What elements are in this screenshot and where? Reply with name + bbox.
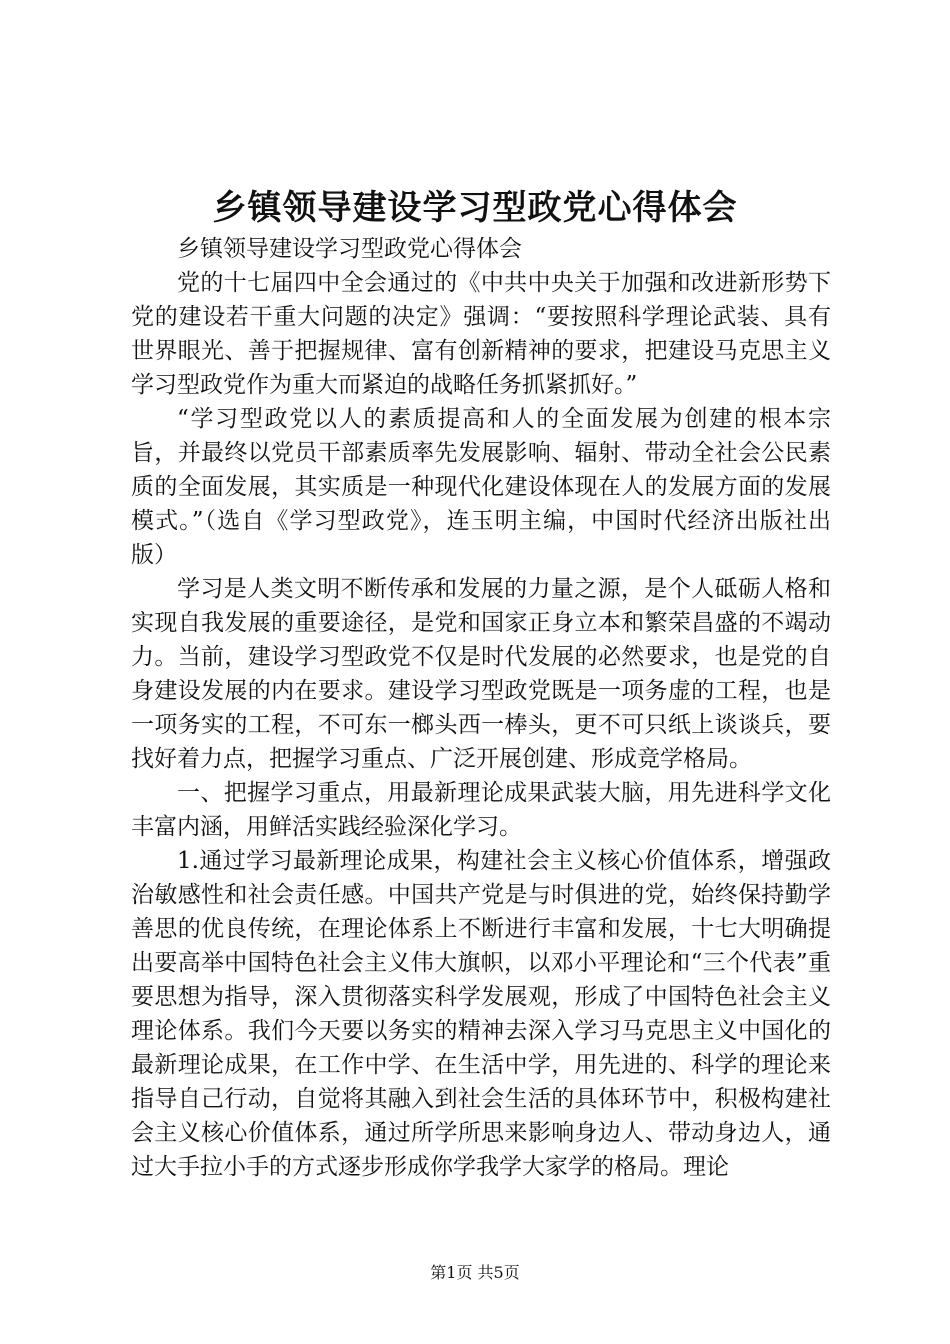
body-paragraph: 党的十七届四中全会通过的《中共中央关于加强和改进新形势下党的建设若干重大问题的决定》强调：“要按照科学理论武装、具有世界眼光、善于把握规律、富有创新精神的要求，把建设马克思主义学习型政党作为重大而紧迫的战略任务抓紧抓好。”	[131, 270, 831, 398]
subtitle-paragraph: 乡镇领导建设学习型政党心得体会	[177, 236, 522, 262]
document-title: 乡镇领导建设学习型政党心得体会	[212, 188, 738, 228]
body-paragraph: 学习是人类文明不断传承和发展的力量之源，是个人砥砺人格和实现自我发展的重要途径，是党和国家正身立本和繁荣昌盛的不竭动力。当前，建设学习型政党不仅是时代发展的必然要求，也是党的自身建设发展的内在要求。建设学习型政党既是一项务虚的工程，也是一项务实的工程，不可东一榔头西一棒头，更不可只纸上谈谈兵，要找好着力点，把握学习重点、广泛开展创建、形成竞学格局。	[131, 576, 831, 772]
page-footer: 第1页 共5页	[430, 1263, 520, 1282]
body-paragraph: “学习型政党以人的素质提高和人的全面发展为创建的根本宗旨，并最终以党员干部素质率先发展影响、辐射、带动全社会公民素质的全面发展，其实质是一种现代化建设体现在人的发展方面的发展模式。”（选自《学习型政党》，连玉明主编，中国时代经济出版社出版）	[131, 406, 831, 568]
body-paragraph: 1.通过学习最新理论成果，构建社会主义核心价值体系，增强政治敏感性和社会责任感。中国共产党是与时俱进的党，始终保持勤学善思的优良传统，在理论体系上不断进行丰富和发展，十七大明确提出要高举中国特色社会主义伟大旗帜，以邓小平理论和“三个代表”重要思想为指导，深入贯彻落实科学发展观，形成了中国特色社会主义理论体系。我们今天要以务实的精神去深入学习马克思主义中国化的最新理论成果，在工作中学、在生活中学，用先进的、科学的理论来指导自己行动，自觉将其融入到社会生活的具体环节中，积极构建社会主义核心价值体系，通过所学所思来影响身边人、带动身边人，通过大手拉小手的方式逐步形成你学我学大家学的格局。理论	[131, 848, 831, 1180]
document-body	[131, 232, 831, 1184]
section-heading-paragraph: 一、把握学习重点，用最新理论成果武装大脑，用先进科学文化丰富内涵，用鲜活实践经验深化学习。	[131, 780, 831, 840]
